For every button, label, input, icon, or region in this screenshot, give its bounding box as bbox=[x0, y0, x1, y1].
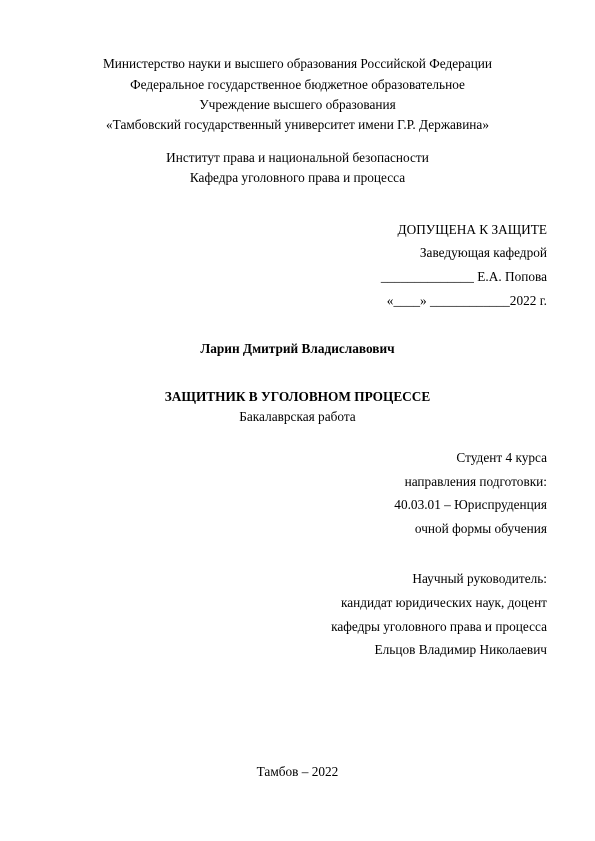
student-course: Студент 4 курса bbox=[456, 450, 547, 465]
department-line: Кафедра уголовного права и процесса bbox=[189, 170, 406, 185]
city-year: Тамбов – 2022 bbox=[256, 764, 339, 779]
university-line: «Тамбовский государственный университет имени Г.Р. Державина» bbox=[106, 117, 489, 132]
ministry-line: Министерство науки и высшего образования Российской Федерации bbox=[102, 56, 493, 71]
student-direction-label: направления подготовки: bbox=[404, 474, 547, 489]
supervisor-degree: кандидат юридических наук, доцент bbox=[340, 595, 547, 610]
work-title: ЗАЩИТНИК В УГОЛОВНОМ ПРОЦЕССЕ bbox=[164, 389, 431, 404]
institution-level-line: Учреждение высшего образования bbox=[199, 97, 396, 112]
approval-date-line: «____» ____________2022 г. bbox=[386, 293, 547, 308]
institution-type-line: Федеральное государственное бюджетное образовательное bbox=[130, 77, 465, 92]
student-form: очной формы обучения bbox=[414, 521, 547, 536]
student-direction: 40.03.01 – Юриспруденция bbox=[394, 497, 547, 512]
approval-signature-line: ______________ Е.А. Попова bbox=[380, 269, 547, 284]
author-name: Ларин Дмитрий Владиславович bbox=[200, 341, 395, 356]
approval-title: ДОПУЩЕНА К ЗАЩИТЕ bbox=[397, 222, 547, 237]
approval-role: Заведующая кафедрой bbox=[419, 245, 547, 260]
supervisor-label: Научный руководитель: bbox=[412, 571, 547, 586]
work-type: Бакалаврская работа bbox=[239, 409, 356, 424]
supervisor-name: Ельцов Владимир Николаевич bbox=[374, 642, 547, 657]
supervisor-department: кафедры уголовного права и процесса bbox=[331, 619, 547, 634]
institute-line: Институт права и национальной безопасности bbox=[166, 150, 429, 165]
